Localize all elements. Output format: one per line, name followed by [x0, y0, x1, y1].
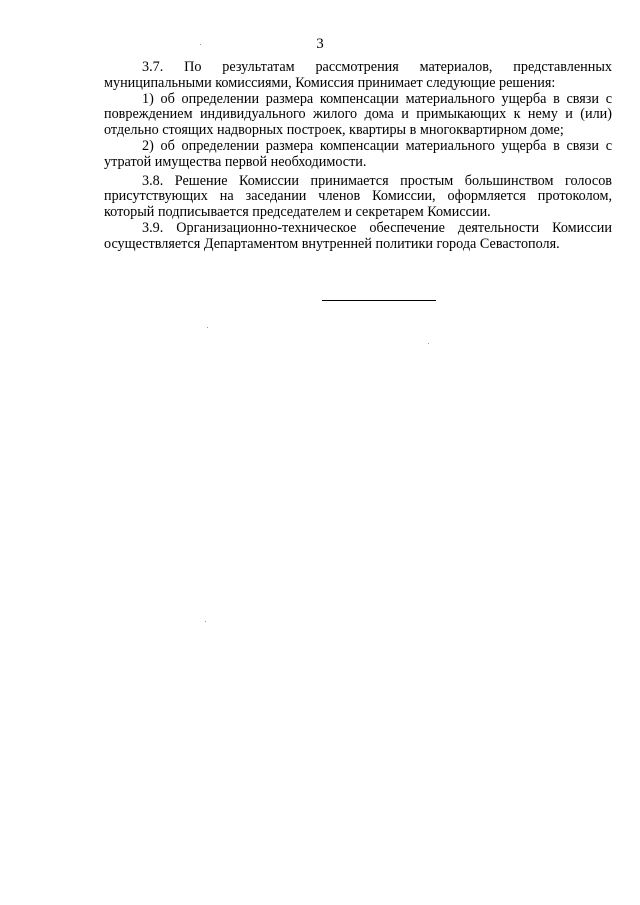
paragraph-3-7: 3.7. По результатам рассмотрения материалов, представленных муниципальными комиссиями, Комиссия принимает следующие решения: — [104, 59, 612, 91]
scan-speck — [200, 44, 201, 45]
scan-speck — [207, 327, 208, 328]
paragraph-decision-1: 1) об определении размера компенсации материального ущерба в связи с повреждением индивидуального жилого дома и примыкающих к нему и (или) отдельно стоящих надворных построек, квартиры в многоквартирном доме; — [104, 90, 612, 139]
page-number: 3 — [316, 36, 324, 52]
scan-speck — [428, 343, 429, 344]
paragraph-3-9: 3.9. Организационно-техническое обеспечение деятельности Комиссии осуществляется Департаментом внутренней политики города Севастополя. — [104, 219, 612, 252]
scan-speck — [205, 621, 206, 622]
document-body — [104, 60, 612, 253]
paragraph-3-8: 3.8. Решение Комиссии принимается простым большинством голосов присутствующих на заседании членов Комиссии, оформляется протоколом, который подписывается председателем и секретарем Комиссии. — [104, 172, 612, 221]
end-separator-line — [322, 300, 436, 301]
paragraph-decision-2: 2) об определении размера компенсации материального ущерба в связи с утратой имущества первой необходимости. — [104, 137, 612, 170]
